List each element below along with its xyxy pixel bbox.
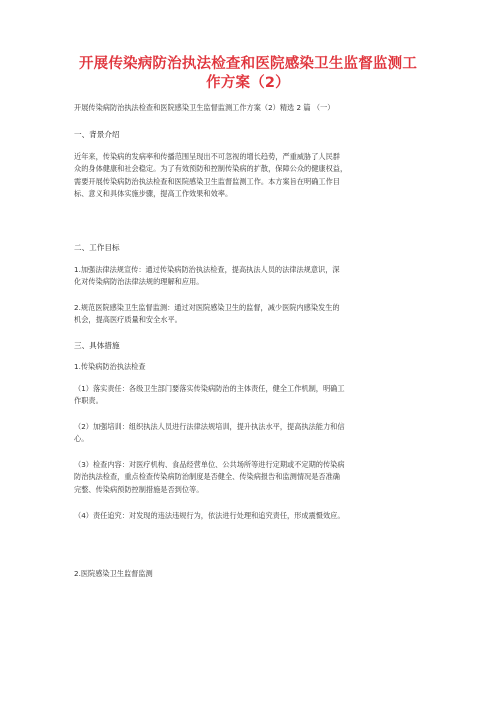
paragraph-line: （3）检查内容：对医疗机构、食品经营单位、公共场所等进行定期或不定期的传染病 [74, 460, 345, 469]
paragraph-item-3 [74, 459, 434, 496]
paragraph-goal-1 [74, 264, 434, 289]
paragraph-line: （4）责任追究：对发现的违法违规行为，依法进行处理和追究责任，形成震慑效应。 [74, 511, 345, 520]
subheading-text: 1.传染病防治执法检查 [74, 362, 146, 371]
paragraph-item-2 [74, 421, 434, 446]
paragraph-goal-2 [74, 302, 434, 327]
paragraph-line: （1）落实责任：各级卫生部门要落实传染病防治的主体责任，健全工作机制，明确工 [74, 384, 345, 393]
paragraph-line: 需要开展传染病防治执法检查和医院感染卫生监督监测工作。本方案旨在明确工作目 [74, 176, 340, 186]
section-heading-background: 一、背景介绍 [74, 130, 120, 139]
paragraph-line: 化对传染病防治法律法规的理解和应用。 [74, 277, 204, 287]
paragraph-line: 心。 [74, 434, 89, 444]
paragraph-line: 机会，提高医疗质量和安全水平。 [74, 315, 182, 325]
document-title [60, 55, 436, 93]
subheading-measure-2 [74, 568, 434, 580]
paragraph-background [74, 151, 434, 201]
title-line-1: 开展传染病防治执法检查和医院感染卫生监督监测工 [78, 56, 418, 72]
section-heading-goals: 二、工作目标 [74, 243, 120, 252]
paragraph-line: 完整、传染病预防控制措施是否到位等。 [74, 484, 204, 494]
paragraph-line: 防治执法检查，重点检查传染病防治制度是否健全、传染病报告和监测情况是否准确 [74, 472, 340, 482]
paragraph-line: 众的身体健康和社会稳定。为了有效预防和控制传染病的扩散，保障公众的健康权益， [74, 164, 348, 174]
paragraph-item-4 [74, 510, 434, 522]
subheading-measure-1 [74, 361, 434, 373]
paragraph-line: 近年来，传染病的发病率和传播范围呈现出不可忽视的增长趋势，严重威胁了人民群 [74, 152, 340, 161]
paragraph-line: （2）加强培训：组织执法人员进行法律法规培训，提升执法水平，提高执法能力和信 [74, 422, 345, 431]
title-line-2: 作方案（2） [206, 75, 290, 91]
document-subtitle: 开展传染病防治执法检查和医院感染卫生监督监测工作方案（2）精选 2 篇 （一） [74, 103, 335, 112]
subheading-text: 2.医院感染卫生监督监测 [74, 569, 153, 578]
paragraph-line: 作职责。 [74, 396, 103, 406]
paragraph-line: 2.规范医院感染卫生监督监测：通过对医院感染卫生的监督，减少医院内感染发生的 [74, 303, 340, 312]
paragraph-item-1 [74, 383, 434, 408]
paragraph-line: 1.加强法律法规宣传：通过传染病防治执法检查，提高执法人员的法律法规意识，深 [74, 265, 340, 274]
section-heading-measures: 三、具体措施 [74, 341, 120, 350]
paragraph-line: 标、意义和具体实施步骤，提高工作效果和效率。 [74, 189, 233, 199]
